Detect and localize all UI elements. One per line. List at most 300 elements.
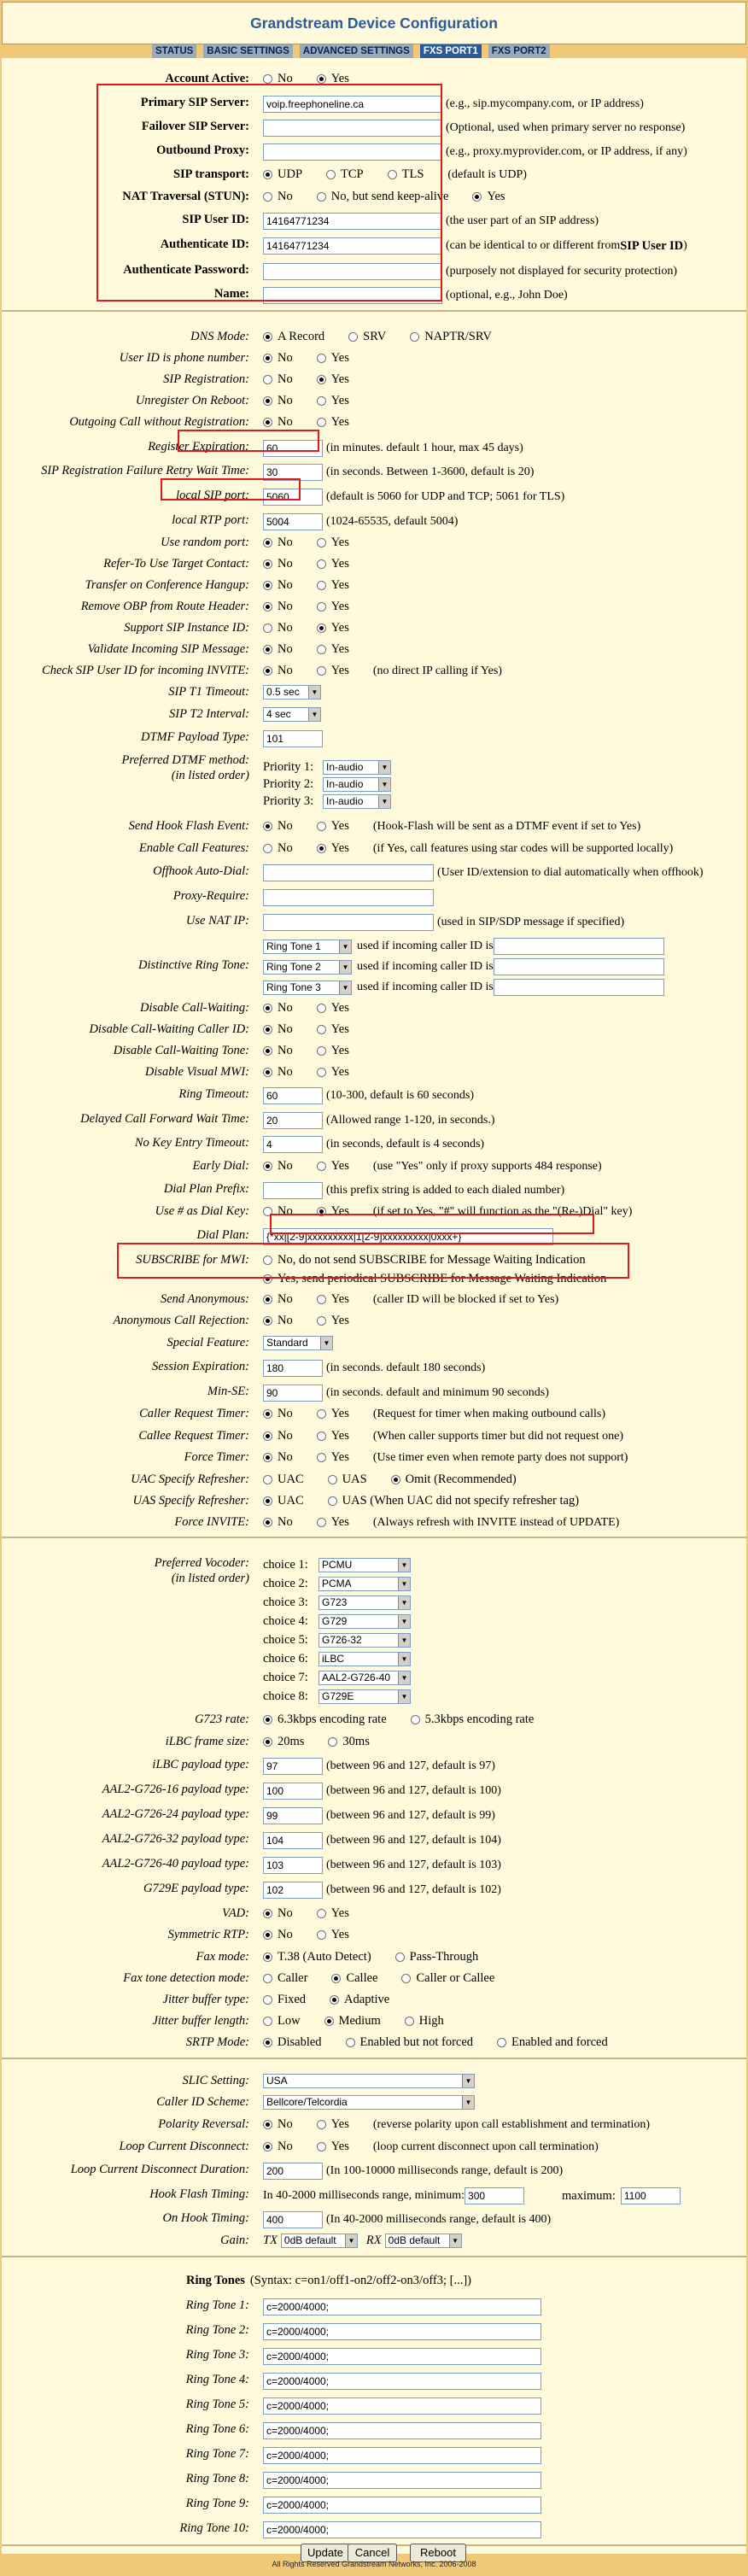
on-hook-timing-field[interactable]: [263, 2211, 323, 2228]
radio-button[interactable]: [263, 1316, 272, 1326]
radio-button[interactable]: [317, 1025, 326, 1034]
account-active-opt-1[interactable]: [317, 72, 349, 86]
caller-request-timer-no[interactable]: [263, 1407, 293, 1421]
radio-button[interactable]: [263, 1207, 272, 1216]
flags2-3-yes[interactable]: [317, 600, 349, 614]
ring-tone-3-field[interactable]: [263, 2348, 541, 2365]
flags3-0-no[interactable]: [263, 1001, 293, 1016]
anonymous-rejection-yes[interactable]: [317, 1314, 349, 1328]
flag-3-no[interactable]: [263, 415, 293, 430]
ring-timeout-field[interactable]: [263, 1087, 323, 1104]
payload-5-field[interactable]: [263, 1882, 323, 1899]
polarity-reversal-no[interactable]: [263, 2117, 293, 2132]
radio-button[interactable]: [348, 332, 358, 342]
chevron-down-icon[interactable]: ▼: [462, 2075, 474, 2087]
radio-button[interactable]: [317, 396, 326, 406]
caller-id-field[interactable]: [494, 938, 664, 955]
payload-4-note: (between 96 and 127, default is 103): [326, 1859, 501, 1871]
vocoder-select[interactable]: [318, 1633, 411, 1648]
radio-button[interactable]: [263, 1930, 272, 1940]
radio-button[interactable]: [263, 559, 272, 569]
radio-button[interactable]: [263, 1046, 272, 1056]
sip-user-id-field[interactable]: [263, 213, 442, 230]
fax-mode-opt-0[interactable]: [263, 1950, 371, 1964]
radio-button[interactable]: [405, 2017, 414, 2026]
radio-button[interactable]: [317, 1518, 326, 1527]
ilbc-frame-size-opt-1-label: 30ms: [342, 1735, 370, 1748]
dtmf-priority-select[interactable]: [323, 777, 391, 792]
radio-button[interactable]: [324, 2017, 334, 2026]
chevron-down-icon[interactable]: ▼: [378, 761, 390, 774]
g723-rate-opt-1[interactable]: [411, 1712, 535, 1727]
nat-traversal-opt-0[interactable]: [263, 190, 293, 204]
ring-tone-7-field[interactable]: [263, 2447, 541, 2464]
ring-tone-6-field[interactable]: [263, 2422, 541, 2439]
callee-request-timer-yes[interactable]: [317, 1429, 349, 1443]
polarity-reversal-yes-label: Yes: [330, 2117, 349, 2131]
enable-call-features-yes[interactable]: [317, 841, 349, 856]
jitter-buffer-type-opt-1[interactable]: [330, 1993, 389, 2007]
jitter-buffer-length-opt-2[interactable]: [405, 2014, 444, 2029]
flags2-1-yes[interactable]: [317, 557, 349, 571]
vocoder-select[interactable]: [318, 1652, 411, 1666]
radio-button[interactable]: [317, 1162, 326, 1171]
local-rtp-port-field[interactable]: [263, 513, 323, 530]
min-se-field[interactable]: [263, 1385, 323, 1402]
ring-tone-5-field[interactable]: [263, 2397, 541, 2415]
dns-mode-opt-0[interactable]: [263, 330, 324, 344]
radio-button[interactable]: [326, 170, 336, 179]
radio-button[interactable]: [263, 1995, 272, 2005]
radio-button[interactable]: [401, 1974, 411, 1983]
flag-0-yes[interactable]: [317, 351, 349, 366]
radio-button[interactable]: [263, 1974, 272, 1983]
failover-sip-server-label: Failover SIP Server:: [141, 120, 249, 133]
radio-button[interactable]: [411, 1715, 420, 1724]
flags2-0-no[interactable]: [263, 536, 293, 550]
chevron-down-icon[interactable]: ▼: [449, 2234, 461, 2247]
nat-traversal-opt-2[interactable]: [472, 190, 505, 204]
use-hash-dial-key-no[interactable]: [263, 1204, 293, 1219]
register-expiration-field[interactable]: [263, 440, 323, 457]
ring-tone-select[interactable]: [263, 940, 352, 954]
radio-button[interactable]: [263, 624, 272, 633]
radio-button[interactable]: [263, 538, 272, 547]
radio-button[interactable]: [317, 74, 326, 84]
polarity-reversal-yes[interactable]: [317, 2117, 349, 2132]
radio-button[interactable]: [497, 2038, 506, 2047]
radio-button[interactable]: [410, 332, 419, 342]
flags2-1-no[interactable]: [263, 557, 293, 571]
flags2-0-yes[interactable]: [317, 536, 349, 550]
loop-current-disconnect-no[interactable]: [263, 2140, 293, 2154]
payload-0-field[interactable]: [263, 1758, 323, 1775]
radio-button[interactable]: [317, 645, 326, 654]
mwi-yes[interactable]: [263, 1272, 606, 1286]
radio-button[interactable]: [263, 1295, 272, 1304]
nat-traversal-opt-2-label: Yes: [487, 190, 505, 203]
dtmf-priority-select[interactable]: [323, 794, 391, 809]
radio-button[interactable]: [263, 1431, 272, 1441]
account-active-opt-0[interactable]: [263, 72, 293, 86]
radio-button[interactable]: [263, 1453, 272, 1462]
jitter-buffer-length-opt-1[interactable]: [324, 2014, 381, 2029]
vocoder-choice-label: choice 6:: [263, 1652, 308, 1666]
hook-flash-max-field[interactable]: [621, 2187, 681, 2204]
tab-status[interactable]: STATUS: [152, 44, 196, 58]
flags2-5-no[interactable]: [263, 642, 293, 657]
dial-plan-field[interactable]: [263, 1228, 553, 1245]
sip-transport-opt-1[interactable]: [326, 167, 364, 182]
chevron-down-icon[interactable]: ▼: [398, 1653, 410, 1666]
loop-disconnect-duration-field[interactable]: [263, 2163, 323, 2180]
name-field[interactable]: [263, 287, 442, 304]
radio-button[interactable]: [263, 1004, 272, 1013]
radio-button[interactable]: [317, 538, 326, 547]
chevron-down-icon[interactable]: ▼: [339, 961, 351, 974]
radio-button[interactable]: [317, 559, 326, 569]
chevron-down-icon[interactable]: ▼: [345, 2234, 357, 2247]
authenticate-password-field[interactable]: [263, 263, 442, 280]
fax-mode-opt-1[interactable]: [395, 1950, 479, 1964]
jitter-buffer-type-opt-0[interactable]: [263, 1993, 306, 2007]
dns-mode-opt-1[interactable]: [348, 330, 386, 344]
primary-sip-server-note: (e.g., sip.mycompany.com, or IP address): [446, 97, 644, 110]
ring-tone-1-field[interactable]: [263, 2298, 541, 2315]
field-controls: [263, 1228, 557, 1245]
send-anonymous-no[interactable]: [263, 1292, 293, 1307]
chevron-down-icon[interactable]: ▼: [339, 940, 351, 953]
radio-button[interactable]: [317, 844, 326, 853]
radio-button[interactable]: [328, 1475, 337, 1484]
chevron-down-icon[interactable]: ▼: [320, 1337, 332, 1349]
on-hook-timing-note: (In 40-2000 milliseconds range, default is 400): [326, 2213, 552, 2226]
ring-tone-select[interactable]: [263, 981, 352, 995]
ring-tone-select[interactable]: [263, 960, 352, 975]
flag-2-yes[interactable]: [317, 394, 349, 408]
mwi-no[interactable]: [263, 1253, 586, 1268]
tab-basic-settings[interactable]: BASIC SETTINGS: [203, 44, 292, 58]
chevron-down-icon[interactable]: ▼: [398, 1559, 410, 1572]
radio-button[interactable]: [328, 1496, 337, 1506]
radio-button[interactable]: [263, 192, 272, 202]
slic-setting-select[interactable]: [263, 2074, 475, 2088]
radio-button[interactable]: [263, 1496, 272, 1506]
vad-yes[interactable]: [317, 1906, 349, 1921]
radio-button[interactable]: [263, 1256, 272, 1265]
chevron-down-icon[interactable]: ▼: [308, 686, 320, 699]
flag-2-no[interactable]: [263, 394, 293, 408]
vocoder-select[interactable]: [318, 1558, 411, 1572]
radio-button[interactable]: [391, 1475, 400, 1484]
radio-button[interactable]: [263, 332, 272, 342]
flags3-3-no[interactable]: [263, 1065, 293, 1080]
uas-refresher-opt-1[interactable]: [328, 1494, 579, 1508]
vocoder-select[interactable]: [318, 1577, 411, 1591]
radio-button[interactable]: [317, 354, 326, 363]
vocoder-select[interactable]: [318, 1595, 411, 1610]
caller-id-scheme-select[interactable]: [263, 2095, 475, 2110]
flag-1-no[interactable]: [263, 372, 293, 387]
radio-button[interactable]: [263, 645, 272, 654]
srtp-mode-opt-1[interactable]: [346, 2035, 473, 2050]
no-key-timeout-field[interactable]: [263, 1136, 323, 1153]
field-controls: [263, 730, 326, 747]
radio-button[interactable]: [317, 418, 326, 427]
chevron-down-icon[interactable]: ▼: [398, 1671, 410, 1684]
radio-button[interactable]: [263, 1068, 272, 1077]
uac-refresher-opt-2[interactable]: [391, 1472, 517, 1487]
use-hash-dial-key-yes[interactable]: [317, 1204, 349, 1219]
force-invite-no[interactable]: [263, 1515, 293, 1530]
force-timer-yes[interactable]: [317, 1450, 349, 1465]
field-controls: [263, 1253, 610, 1268]
proxy-require-field[interactable]: [263, 889, 434, 906]
radio-button[interactable]: [317, 822, 326, 831]
sip-transport-opt-2[interactable]: [388, 167, 424, 182]
radio-button[interactable]: [346, 2038, 355, 2047]
sip-transport-opt-0[interactable]: [263, 167, 302, 182]
radio-button[interactable]: [263, 2120, 272, 2129]
field-controls: [263, 1614, 416, 1629]
nat-traversal-opt-1[interactable]: [317, 190, 449, 204]
ring-tone-8-field[interactable]: [263, 2472, 541, 2489]
fax-tone-detection-opt-2[interactable]: [401, 1971, 494, 1986]
radio-button[interactable]: [317, 375, 326, 384]
ring-tone-9-field[interactable]: [263, 2497, 541, 2514]
radio-button[interactable]: [317, 1453, 326, 1462]
caller-id-field[interactable]: [494, 979, 664, 996]
dtmf-payload-field[interactable]: [263, 730, 323, 747]
radio-button[interactable]: [263, 1409, 272, 1419]
send-anonymous-yes[interactable]: [317, 1292, 349, 1307]
ilbc-frame-size-opt-0[interactable]: [263, 1735, 304, 1749]
g723-rate-opt-0[interactable]: [263, 1712, 387, 1727]
flags3-2-no[interactable]: [263, 1044, 293, 1058]
chevron-down-icon[interactable]: ▼: [398, 1578, 410, 1590]
flags2-2-yes[interactable]: [317, 578, 349, 593]
radio-button[interactable]: [263, 1475, 272, 1484]
radio-button[interactable]: [317, 192, 326, 202]
chevron-down-icon[interactable]: ▼: [398, 1690, 410, 1703]
radio-button[interactable]: [263, 354, 272, 363]
ring-tone-10-field[interactable]: [263, 2521, 541, 2538]
flags2-4-yes[interactable]: [317, 621, 349, 635]
payload-3-field[interactable]: [263, 1832, 323, 1849]
enable-call-features-no[interactable]: [263, 841, 293, 856]
radio-button[interactable]: [317, 1930, 326, 1940]
chevron-down-icon[interactable]: ▼: [398, 1634, 410, 1647]
caller-request-timer-no-label: No: [278, 1407, 293, 1420]
radio-button[interactable]: [263, 581, 272, 590]
use-nat-ip-field[interactable]: [263, 914, 434, 931]
failover-sip-server-field[interactable]: [263, 120, 442, 137]
radio-button[interactable]: [330, 1995, 339, 2005]
loop-current-disconnect-yes[interactable]: [317, 2140, 349, 2154]
caller-id-field[interactable]: [494, 958, 664, 975]
send-hook-flash-no[interactable]: [263, 819, 293, 834]
jitter-buffer-length-opt-0[interactable]: [263, 2014, 301, 2029]
uac-refresher-opt-0[interactable]: [263, 1472, 304, 1487]
uac-refresher-opt-1[interactable]: [328, 1472, 367, 1487]
dtmf-priority-select[interactable]: [323, 760, 391, 775]
flag-3-yes[interactable]: [317, 415, 349, 430]
radio-button[interactable]: [263, 1274, 272, 1284]
symmetric-rtp-yes[interactable]: [317, 1928, 349, 1942]
chevron-down-icon[interactable]: ▼: [398, 1615, 410, 1628]
radio-button[interactable]: [263, 74, 272, 84]
radio-button[interactable]: [472, 192, 482, 202]
radio-button[interactable]: [263, 418, 272, 427]
callee-request-timer-no[interactable]: [263, 1429, 293, 1443]
flags3-1-no[interactable]: [263, 1022, 293, 1037]
radio-button[interactable]: [263, 1025, 272, 1034]
dns-mode-opt-2[interactable]: [410, 330, 492, 344]
outbound-proxy-field[interactable]: [263, 143, 442, 161]
special-feature-select[interactable]: [263, 1336, 333, 1350]
reboot-button[interactable]: Reboot: [410, 2544, 466, 2562]
offhook-auto-dial-field[interactable]: [263, 864, 434, 881]
ilbc-frame-size-opt-1[interactable]: [328, 1735, 369, 1749]
radio-button[interactable]: [263, 822, 272, 831]
chevron-down-icon[interactable]: ▼: [308, 708, 320, 721]
vocoder-select[interactable]: [318, 1689, 411, 1704]
radio-button[interactable]: [317, 2142, 326, 2152]
session-expiration-field[interactable]: [263, 1360, 323, 1377]
vocoder-select[interactable]: [318, 1614, 411, 1629]
fax-tone-detection-opt-0[interactable]: [263, 1971, 307, 1986]
ring-tone-4-field[interactable]: [263, 2373, 541, 2390]
radio-button[interactable]: [263, 1952, 272, 1962]
radio-button[interactable]: [317, 1409, 326, 1419]
radio-button[interactable]: [317, 666, 326, 676]
radio-button[interactable]: [263, 2017, 272, 2026]
flags3-0-yes[interactable]: [317, 1001, 349, 1016]
radio-button[interactable]: [317, 1295, 326, 1304]
radio-button[interactable]: [263, 1518, 272, 1527]
sip-t2-interval-select[interactable]: [263, 707, 321, 722]
flags2-2-no[interactable]: [263, 578, 293, 593]
flags3-3-yes[interactable]: [317, 1065, 349, 1080]
radio-button[interactable]: [263, 1715, 272, 1724]
caller-request-timer-yes[interactable]: [317, 1407, 349, 1421]
flag-0-no[interactable]: [263, 351, 293, 366]
force-invite-yes[interactable]: [317, 1515, 349, 1530]
radio-button[interactable]: [317, 2120, 326, 2129]
srtp-mode-opt-2[interactable]: [497, 2035, 608, 2050]
chevron-down-icon[interactable]: ▼: [339, 981, 351, 994]
payload-2-field[interactable]: [263, 1807, 323, 1824]
radio-button[interactable]: [317, 1909, 326, 1918]
flags3-1-yes[interactable]: [317, 1022, 349, 1037]
update-button[interactable]: Update: [301, 2544, 350, 2562]
gain-tx-select[interactable]: [281, 2234, 358, 2248]
radio-button[interactable]: [263, 1909, 272, 1918]
chevron-down-icon[interactable]: ▼: [378, 778, 390, 791]
radio-button[interactable]: [317, 581, 326, 590]
early-dial-no-label: No: [278, 1159, 293, 1173]
radio-button[interactable]: [317, 1068, 326, 1077]
field-controls: [263, 143, 687, 161]
hook-flash-min-field[interactable]: [465, 2187, 524, 2204]
srtp-mode-opt-0[interactable]: [263, 2035, 322, 2050]
radio-button[interactable]: [263, 375, 272, 384]
cancel-button[interactable]: Cancel: [348, 2544, 397, 2562]
local-sip-port-field[interactable]: [263, 489, 323, 506]
payload-2-note: (between 96 and 127, default is 99): [326, 1809, 495, 1822]
radio-button[interactable]: [263, 170, 272, 179]
ring-tone-10-label: Ring Tone 10:: [179, 2521, 249, 2535]
send-hook-flash-yes[interactable]: [317, 819, 349, 834]
payload-4-field[interactable]: [263, 1857, 323, 1874]
radio-button[interactable]: [263, 844, 272, 853]
radio-button[interactable]: [263, 2038, 272, 2047]
ring-tone-9-label: Ring Tone 9:: [185, 2497, 249, 2510]
primary-sip-server-field[interactable]: [263, 96, 442, 113]
authenticate-id-field[interactable]: [263, 237, 442, 255]
tab-fxs-port2[interactable]: FXS PORT2: [488, 44, 550, 58]
early-dial-no[interactable]: [263, 1159, 293, 1174]
vad-no[interactable]: [263, 1906, 293, 1921]
flags2-5-yes[interactable]: [317, 642, 349, 657]
vocoder-select[interactable]: [318, 1671, 411, 1685]
ring-tone-2-field[interactable]: [263, 2323, 541, 2340]
radio-button[interactable]: [263, 1162, 272, 1171]
flags2-6-yes[interactable]: [317, 664, 349, 678]
radio-button[interactable]: [388, 170, 397, 179]
flags2-3-no[interactable]: [263, 600, 293, 614]
radio-button[interactable]: [263, 1737, 272, 1747]
radio-button[interactable]: [317, 602, 326, 612]
radio-button[interactable]: [317, 1004, 326, 1013]
radio-button[interactable]: [263, 602, 272, 612]
dial-plan-prefix-field[interactable]: [263, 1182, 323, 1199]
radio-button[interactable]: [331, 1974, 341, 1983]
chevron-down-icon[interactable]: ▼: [378, 795, 390, 808]
registration-retry-wait-field[interactable]: [263, 464, 323, 481]
radio-button[interactable]: [317, 1046, 326, 1056]
payload-1-field[interactable]: [263, 1783, 323, 1800]
tab-fxs-port1[interactable]: FXS PORT1: [420, 44, 482, 58]
radio-button[interactable]: [263, 2142, 272, 2152]
flags2-6-no[interactable]: [263, 664, 293, 678]
flags2-4-no[interactable]: [263, 621, 293, 635]
radio-button[interactable]: [317, 1207, 326, 1216]
chevron-down-icon[interactable]: ▼: [462, 2096, 474, 2109]
call-forward-wait-field[interactable]: [263, 1112, 323, 1129]
symmetric-rtp-no[interactable]: [263, 1928, 293, 1942]
field-controls: [263, 1450, 628, 1465]
radio-button[interactable]: [317, 1431, 326, 1441]
radio-button[interactable]: [263, 666, 272, 676]
gain-rx-select[interactable]: [385, 2234, 462, 2248]
flag-1-yes[interactable]: [317, 372, 349, 387]
anonymous-rejection-no[interactable]: [263, 1314, 293, 1328]
flags3-2-yes[interactable]: [317, 1044, 349, 1058]
chevron-down-icon[interactable]: ▼: [398, 1596, 410, 1609]
radio-button[interactable]: [317, 624, 326, 633]
sip-t1-timeout-select[interactable]: [263, 685, 321, 700]
force-timer-no[interactable]: [263, 1450, 293, 1465]
radio-button[interactable]: [317, 1316, 326, 1326]
radio-button[interactable]: [263, 396, 272, 406]
fax-tone-detection-opt-1[interactable]: [331, 1971, 377, 1986]
early-dial-yes[interactable]: [317, 1159, 349, 1174]
radio-button[interactable]: [395, 1952, 405, 1962]
uas-refresher-opt-0[interactable]: [263, 1494, 304, 1508]
radio-button[interactable]: [328, 1737, 337, 1747]
tab-advanced-settings[interactable]: ADVANCED SETTINGS: [300, 44, 413, 58]
